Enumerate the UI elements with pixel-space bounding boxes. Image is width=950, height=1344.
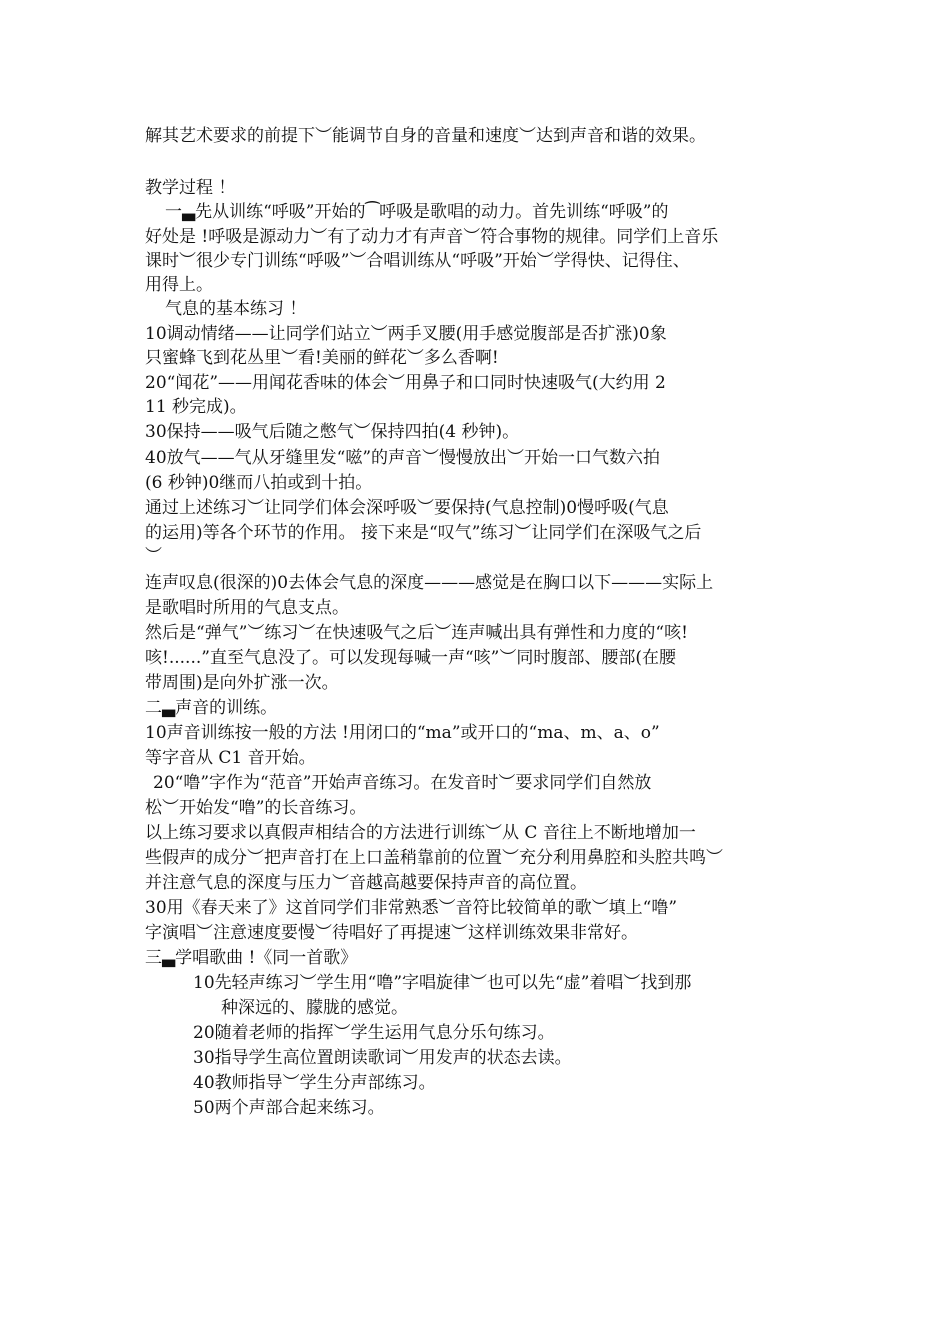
paragraph-line: 并注意气息的深度与压力︶音越高越要保持声音的高位置。 xyxy=(145,873,587,893)
list-item: 10先轻声练习︶学生用“噜”字唱旋律︶也可以先“虚”着唱︶找到那 xyxy=(193,973,692,993)
paragraph-line: 只蜜蜂飞到花丛里︶看!美丽的鲜花︶多么香啊! xyxy=(145,348,499,368)
paragraph-line: 课时︶很少专门训练“呼吸”︶合唱训练从“呼吸”开始︶学得快、记得住、 xyxy=(145,251,690,271)
paragraph-line: ︶ xyxy=(145,546,162,566)
paragraph-line: 字演唱︶注意速度要慢︶待唱好了再提速︶这样训练效果非常好。 xyxy=(145,923,638,943)
paragraph-line: (6 秒钟)0继而八拍或到十拍。 xyxy=(145,473,373,493)
list-item: 30指导学生高位置朗读歌词︶用发声的状态去读。 xyxy=(193,1048,572,1068)
paragraph-line: 30用《春天来了》这首同学们非常熟悉︶音符比较简单的歌︶填上“噜” xyxy=(145,898,678,918)
section-heading: 教学过程 ！ xyxy=(145,178,236,198)
paragraph-line: 带周围)是向外扩涨一次。 xyxy=(145,673,339,693)
section-heading: 三▃学唱歌曲 !《同一首歌》 xyxy=(145,948,358,968)
paragraph-line: 以上练习要求以真假声相结合的方法进行训练︶从 C 音往上不断地增加一 xyxy=(145,823,696,843)
paragraph-line: 等字音从 C1 音开始。 xyxy=(145,748,316,768)
paragraph-line: 连声叹息(很深的)0去体会气息的深度———感觉是在胸口以下———实际上 xyxy=(145,573,714,593)
paragraph-line: 20“噜”字作为“范音”开始声音练习。在发音时︶要求同学们自然放 xyxy=(153,773,652,793)
paragraph-line: 好处是 !呼吸是源动力︶有了动力才有声音︶符合事物的规律。同学们上音乐 xyxy=(145,227,719,247)
paragraph-line: 11 秒完成)。 xyxy=(145,397,247,417)
paragraph-line: 一▃先从训练“呼吸”开始的⁀呼吸是歌唱的动力。首先训练“呼吸”的 xyxy=(165,202,669,222)
list-item: 50两个声部合起来练习。 xyxy=(193,1098,385,1118)
paragraph-line: 松︶开始发“噜”的长音练习。 xyxy=(145,798,367,818)
paragraph-line: 10声音训练按一般的方法 !用闭口的“ma”或开口的“ma、m、a、o” xyxy=(145,723,660,743)
list-item-continuation: 种深远的、朦胧的感觉。 xyxy=(221,998,408,1018)
subheading: 气息的基本练习 ！ xyxy=(165,299,307,319)
paragraph-line: 40放气——气从牙缝里发“嗞”的声音︶慢慢放出︶开始一口气数六拍 xyxy=(145,448,661,468)
paragraph-line: 些假声的成分︶把声音打在上口盖稍靠前的位置︶充分利用鼻腔和头腔共鸣︶ xyxy=(145,848,723,868)
paragraph-line: 然后是“弹气”︶练习︶在快速吸气之后︶连声喊出具有弹性和力度的“咳! xyxy=(145,623,688,643)
paragraph-line: 解其艺术要求的前提下︶能调节自身的音量和速度︶达到声音和谐的效果。 xyxy=(145,126,706,146)
paragraph-line: 的运用)等各个环节的作用。 接下来是“叹气”练习︶让同学们在深吸气之后 xyxy=(145,523,702,543)
paragraph-line: 20“闻花”——用闻花香味的体会︶用鼻子和口同时快速吸气(大约用 2 xyxy=(145,373,666,393)
paragraph-line: 咳!......”直至气息没了。可以发现每喊一声“咳”︶同时腹部、腰部(在腰 xyxy=(145,648,676,668)
paragraph-line: 用得上。 xyxy=(145,275,213,295)
paragraph-line: 10调动情绪——让同学们站立︶两手叉腰(用手感觉腹部是否扩涨)0象 xyxy=(145,324,667,344)
list-item: 20随着老师的指挥︶学生运用气息分乐句练习。 xyxy=(193,1023,555,1043)
paragraph-line: 是歌唱时所用的气息支点。 xyxy=(145,598,349,618)
list-item: 40教师指导︶学生分声部练习。 xyxy=(193,1073,436,1093)
paragraph-line: 通过上述练习︶让同学们体会深呼吸︶要保持(气息控制)0慢呼吸(气息 xyxy=(145,498,669,518)
paragraph-line: 30保持——吸气后随之憋气︶保持四拍(4 秒钟)。 xyxy=(145,422,520,442)
section-heading: 二▃声音的训练。 xyxy=(145,698,278,718)
